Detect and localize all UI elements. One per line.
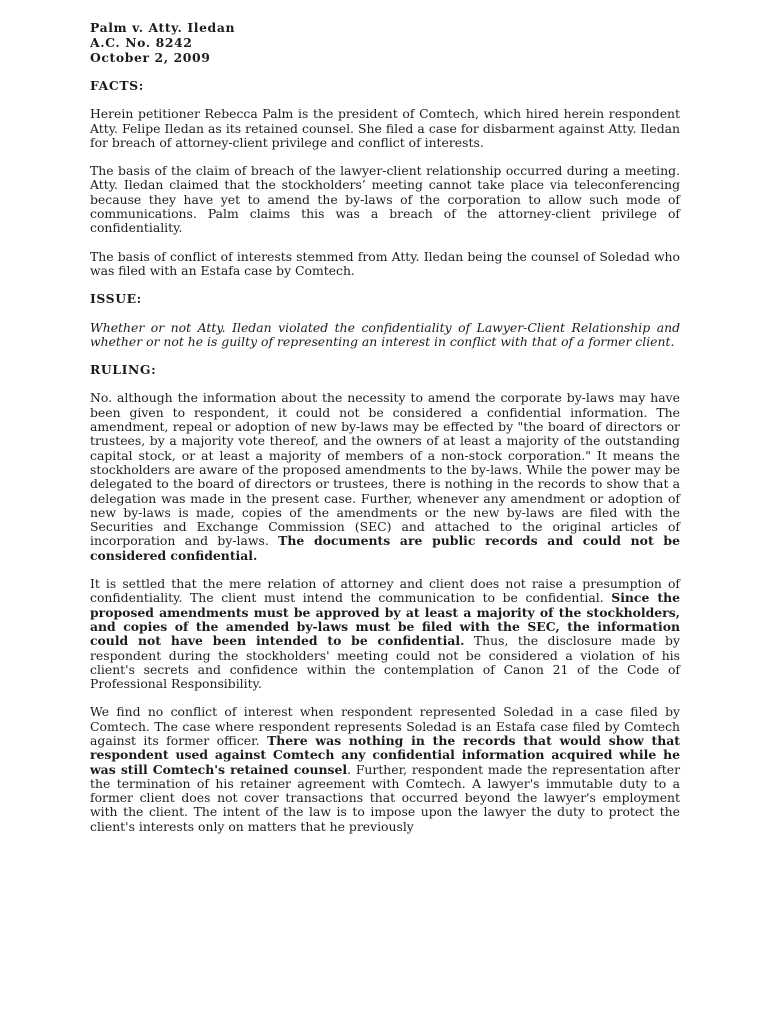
ruling-p3-bold: There was nothing in the records that would show that respondent used against Comtech any confidential information acquired while he was still Comtech's retained counsel [90,732,680,777]
case-date: October 2, 2009 [90,50,211,65]
ruling-p1-text: No. although the information about the necessity to amend the corporate by-laws may have been given to respondent, it could not be considered a confidential information. The amendment, repeal or adoption of new by-laws may be effected by "the board of directors or trustees, by a majority vote thereof, and the owners of at least a majority of the outstanding capital stock, or at least a majority of members of a non-stock corporation." It means the stockholders are aware of the proposed amendments to the by-laws. While the power may be delegated to the board of directors or trustees, there is nothing in the records to show that a delegation was made in the present case. Further, whenever any amendment or adoption of new by-laws is made, copies of the amendments or the new by-laws are filed with the Securities and Exchange Commission (SEC) and attached to the original articles of incorporation and by-laws. [90,390,680,549]
ruling-p1-bold: The documents are public records and could not be considered confidential. [90,533,680,563]
facts-paragraph-3: The basis of conflict of interests stemmed from Atty. Iledan being the counsel of Soledad who was filed with an Estafa case by Comtech. [90,248,680,278]
ruling-p3-text-b: . Further, respondent made the representation after the termination of his retainer agreement with Comtech. A lawyer's immutable duty to a former client does not cover transactions that occurred beyond the lawyer's employment with the client. The intent of the law is to impose upon the lawyer the duty to protect the client's interests only on matters that he previously [90,761,680,834]
ruling-paragraph-2 [90,577,680,691]
ruling-p2-text-b: Thus, the disclosure made by respondent during the stockholders' meeting could not be considered a violation of his client's secrets and confidence within the contemplation of Canon 21 of the Code of Professional Responsibility. [90,633,680,692]
ruling-paragraph-1 [90,391,680,563]
ruling-paragraph-3 [90,705,680,834]
case-title: Palm v. Atty. Iledan [90,20,236,35]
ruling-p3-text-a: We find no conflict of interest when respondent represented Soledad in a case filed by Comtech. The case where respondent represents Soledad is an Estafa case filed by Comtech against its former officer. [90,704,680,748]
case-number: A.C. No. 8242 [90,35,193,50]
facts-heading: FACTS: [90,78,144,93]
ruling-p2-bold: Since the proposed amendments must be approved by at least a majority of the stockholders, and copies of the amended by-laws must be filed with the SEC, the information could not have been intended to be confidential. [90,590,680,649]
ruling-p2-text-a: It is settled that the mere relation of attorney and client does not raise a presumption of confidentiality. The client must intend the communication to be confidential. [90,576,680,606]
facts-paragraph-2: The basis of the claim of breach of the lawyer-client relationship occurred during a meeting. Atty. Iledan claimed that the stockholders’ meeting cannot take place via teleconferencing because they have yet to amend the by-laws of the corporation to allow such mode of communications. Palm claims this was a breach of the attorney-client privilege of confidentiality. [90,163,680,236]
issue-heading: ISSUE: [90,291,142,307]
issue-text: Whether or not Atty. Iledan violated the confidentiality of Lawyer-Client Relationship and whether or not he is guilty of representing an interest in conflict with that of a former client. [90,319,680,349]
ruling-heading: RULING: [90,362,157,378]
facts-paragraph-1: Herein petitioner Rebecca Palm is the president of Comtech, which hired herein respondent Atty. Felipe Iledan as its retained counsel. She filed a case for disbarment against Atty. Iledan for breach of attorney-client privilege and conflict of interests. [90,106,680,150]
